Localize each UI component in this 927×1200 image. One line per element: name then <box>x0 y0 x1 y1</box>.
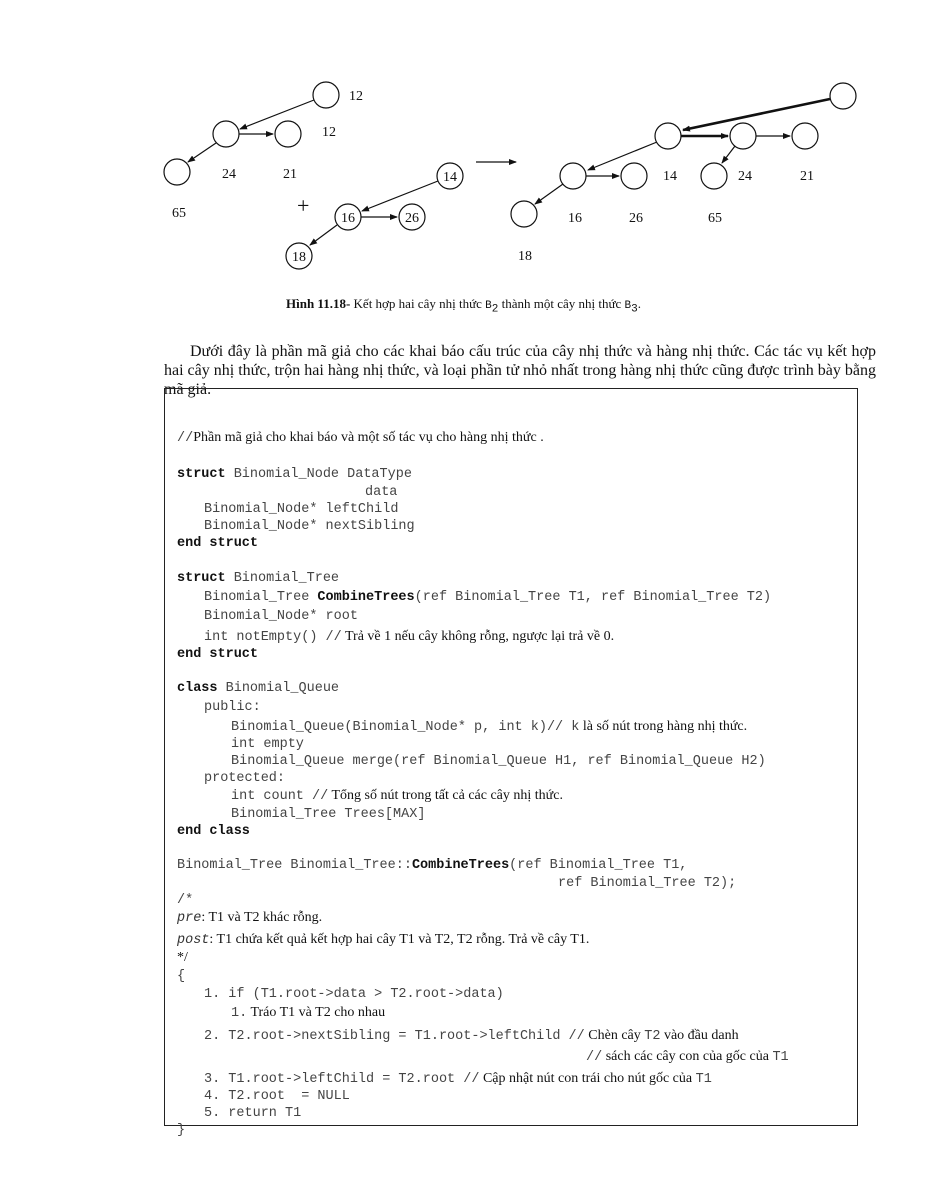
r-label-65: 65 <box>708 211 722 226</box>
r-label-14: 14 <box>663 169 677 184</box>
code-line <box>204 769 285 786</box>
code-line <box>204 588 771 605</box>
pre-text: : T1 và T2 khác rỗng. <box>201 910 323 925</box>
code-line <box>204 628 614 645</box>
post-text: : T1 chứa kết quả kết hợp hai cây T1 và T2, T2 rỗng. Trả về cây T1. <box>209 932 590 947</box>
code-text: Binomial_Node* nextSibling <box>204 519 415 534</box>
post-label: post <box>177 933 210 948</box>
code-text: int count // <box>231 789 329 804</box>
middle-tree <box>286 163 463 269</box>
code-line <box>177 891 193 908</box>
code-line <box>204 607 358 624</box>
step-4: 4. T2.root = NULL <box>204 1089 350 1104</box>
label-12b: 12 <box>322 125 336 140</box>
code-text: (ref Binomial_Tree T1, <box>509 858 688 873</box>
code-header-comment <box>177 429 544 446</box>
r-n4 <box>560 163 586 189</box>
code-text: (ref Binomial_Tree T1, ref Binomial_Tree T2) <box>414 590 772 605</box>
comment-text: sách các cây con của gốc của <box>602 1049 773 1064</box>
step-5: 5. return T1 <box>204 1106 302 1121</box>
comment-code: T1 <box>695 1072 712 1087</box>
step-1-1-number: 1. <box>231 1006 248 1021</box>
tree-struct-name: Binomial_Tree <box>225 571 340 586</box>
comment-text: Chèn cây <box>584 1028 645 1043</box>
code-text: Binomial_Queue(Binomial_Node* p, int k)// k <box>231 720 580 735</box>
figure-caption <box>0 296 927 316</box>
code-text: int empty <box>231 737 304 752</box>
caption-b3: B <box>624 300 632 312</box>
code-line-node-struct <box>177 465 412 482</box>
caption-b2-sub: 2 <box>491 303 499 316</box>
code-line <box>231 787 563 804</box>
brace-close: } <box>177 1123 186 1138</box>
r-n1 <box>655 123 681 149</box>
comment-text: là số nút trong hàng nhị thức. <box>579 719 748 734</box>
code-text: Binomial_Node* root <box>204 609 358 624</box>
comment-text: vào đầu danh <box>660 1028 739 1043</box>
code-line-impl <box>177 856 687 873</box>
code-line <box>177 822 250 839</box>
r-n7 <box>511 201 537 227</box>
comment-text: Cập nhật nút con trái cho nút gốc của <box>479 1071 696 1086</box>
code-line <box>204 985 504 1002</box>
r-n5 <box>621 163 647 189</box>
caption-b2: B <box>485 300 492 312</box>
code-line <box>204 698 261 715</box>
comment-close: */ <box>177 950 188 965</box>
code-line <box>231 752 766 769</box>
brace-open: { <box>177 969 186 984</box>
code-text: public: <box>204 700 261 715</box>
keyword-struct: struct <box>177 467 226 482</box>
code-text: Binomial_Tree Binomial_Tree:: <box>177 858 412 873</box>
comment-text: Phần mã giả cho khai báo và một số tác vụ cho hàng nhị thức . <box>193 430 544 445</box>
code-line <box>558 874 736 891</box>
comment-mark: // <box>177 431 194 446</box>
node-21 <box>275 121 301 147</box>
keyword-end-class: end class <box>177 824 250 839</box>
code-line <box>204 1087 350 1104</box>
code-line <box>231 735 304 752</box>
code-text: Binomial_Node* leftChild <box>204 502 399 517</box>
code-text: Binomial_Queue merge(ref Binomial_Queue H1, ref Binomial_Queue H2) <box>231 754 766 769</box>
code-line-queue-class <box>177 679 339 696</box>
code-text: protected: <box>204 771 286 786</box>
code-text: ref Binomial_Tree T2); <box>558 876 737 891</box>
code-line <box>177 967 185 984</box>
label-16: 16 <box>341 211 355 226</box>
label-12: 12 <box>349 89 363 104</box>
left-tree <box>164 82 339 185</box>
code-line <box>365 483 397 500</box>
node-12 <box>313 82 339 108</box>
code-line <box>204 1027 739 1044</box>
queue-class-name: Binomial_Queue <box>217 681 340 696</box>
keyword-struct: struct <box>177 571 226 586</box>
code-text: Binomial_Tree Trees[MAX] <box>231 807 426 822</box>
r-label-21: 21 <box>800 169 814 184</box>
caption-number: Hình 11.18- <box>285 296 351 311</box>
comment-code: T2 <box>644 1029 661 1044</box>
label-26: 26 <box>405 211 419 226</box>
step-3: 3. T1.root->leftChild = T2.root // <box>204 1072 480 1087</box>
comment-text: Trả về 1 nếu cây không rỗng, ngược lại trả về 0. <box>341 629 615 644</box>
node-struct-name: Binomial_Node DataType <box>225 467 412 482</box>
paragraph-text: Dưới đây là phần mã giả cho các khai báo cấu trúc của cây nhị thức và hàng nhị thức. Các tác vụ kết hợp hai cây nhị thức, trộn hai hàng nhị thức, và loại phần tử nhỏ nhất trong hàng nhị thức cũng được trình bày bằng mã giả. <box>164 343 876 398</box>
label-18: 18 <box>292 250 306 265</box>
code-text: data <box>365 485 398 500</box>
pre-label: pre <box>177 911 202 926</box>
node-65 <box>164 159 190 185</box>
code-line <box>204 500 398 517</box>
r-label-18: 18 <box>518 249 532 264</box>
r-n6 <box>701 163 727 189</box>
label-14: 14 <box>443 170 457 185</box>
code-line-pre <box>177 909 322 926</box>
comment-mark: // <box>586 1050 603 1065</box>
code-line <box>204 1070 712 1087</box>
code-line <box>231 805 425 822</box>
code-line <box>177 1121 185 1138</box>
r-label-24: 24 <box>738 169 752 184</box>
code-line <box>231 718 747 735</box>
comment-open: /* <box>177 893 194 908</box>
keyword-end-struct: end struct <box>177 647 259 662</box>
label-65: 65 <box>172 206 186 221</box>
code-line <box>177 645 258 662</box>
pseudocode-box <box>164 388 858 1138</box>
step-2: 2. T2.root->nextSibling = T1.root->leftChild // <box>204 1029 585 1044</box>
r-n2 <box>730 123 756 149</box>
comment-text: Tổng số nút trong tất cả các cây nhị thức. <box>328 788 563 803</box>
right-tree <box>511 83 856 227</box>
keyword-class: class <box>177 681 218 696</box>
keyword-end-struct: end struct <box>177 536 259 551</box>
node-12b <box>213 121 239 147</box>
code-line <box>177 534 258 551</box>
code-line <box>177 949 188 966</box>
step-1: 1. if (T1.root->data > T2.root->data) <box>204 987 504 1002</box>
r-label-16: 16 <box>568 211 582 226</box>
label-24: 24 <box>222 167 236 182</box>
caption-b3-sub: 3 <box>631 303 638 316</box>
function-name: CombineTrees <box>317 590 415 605</box>
code-line <box>204 1104 301 1121</box>
binomial-tree-figure <box>0 0 927 290</box>
label-21: 21 <box>283 167 297 182</box>
code-text: Binomial_Tree <box>204 590 318 605</box>
function-name: CombineTrees <box>411 858 510 873</box>
step-1-1: Tráo T1 và T2 cho nhau <box>247 1005 386 1020</box>
code-line-tree-struct <box>177 569 339 586</box>
code-line <box>204 517 415 534</box>
comment-code: T1 <box>772 1050 789 1065</box>
r-root <box>830 83 856 109</box>
r-n3 <box>792 123 818 149</box>
code-text: int notEmpty() // <box>204 630 342 645</box>
code-line-post <box>177 931 589 948</box>
r-label-26: 26 <box>629 211 643 226</box>
caption-end: . <box>637 296 642 311</box>
code-line <box>231 1004 385 1021</box>
caption-text-2: thành một cây nhị thức <box>498 296 625 311</box>
caption-text: Kết hợp hai cây nhị thức <box>350 296 486 311</box>
code-line <box>586 1048 789 1065</box>
plus-sign: + <box>297 193 310 218</box>
